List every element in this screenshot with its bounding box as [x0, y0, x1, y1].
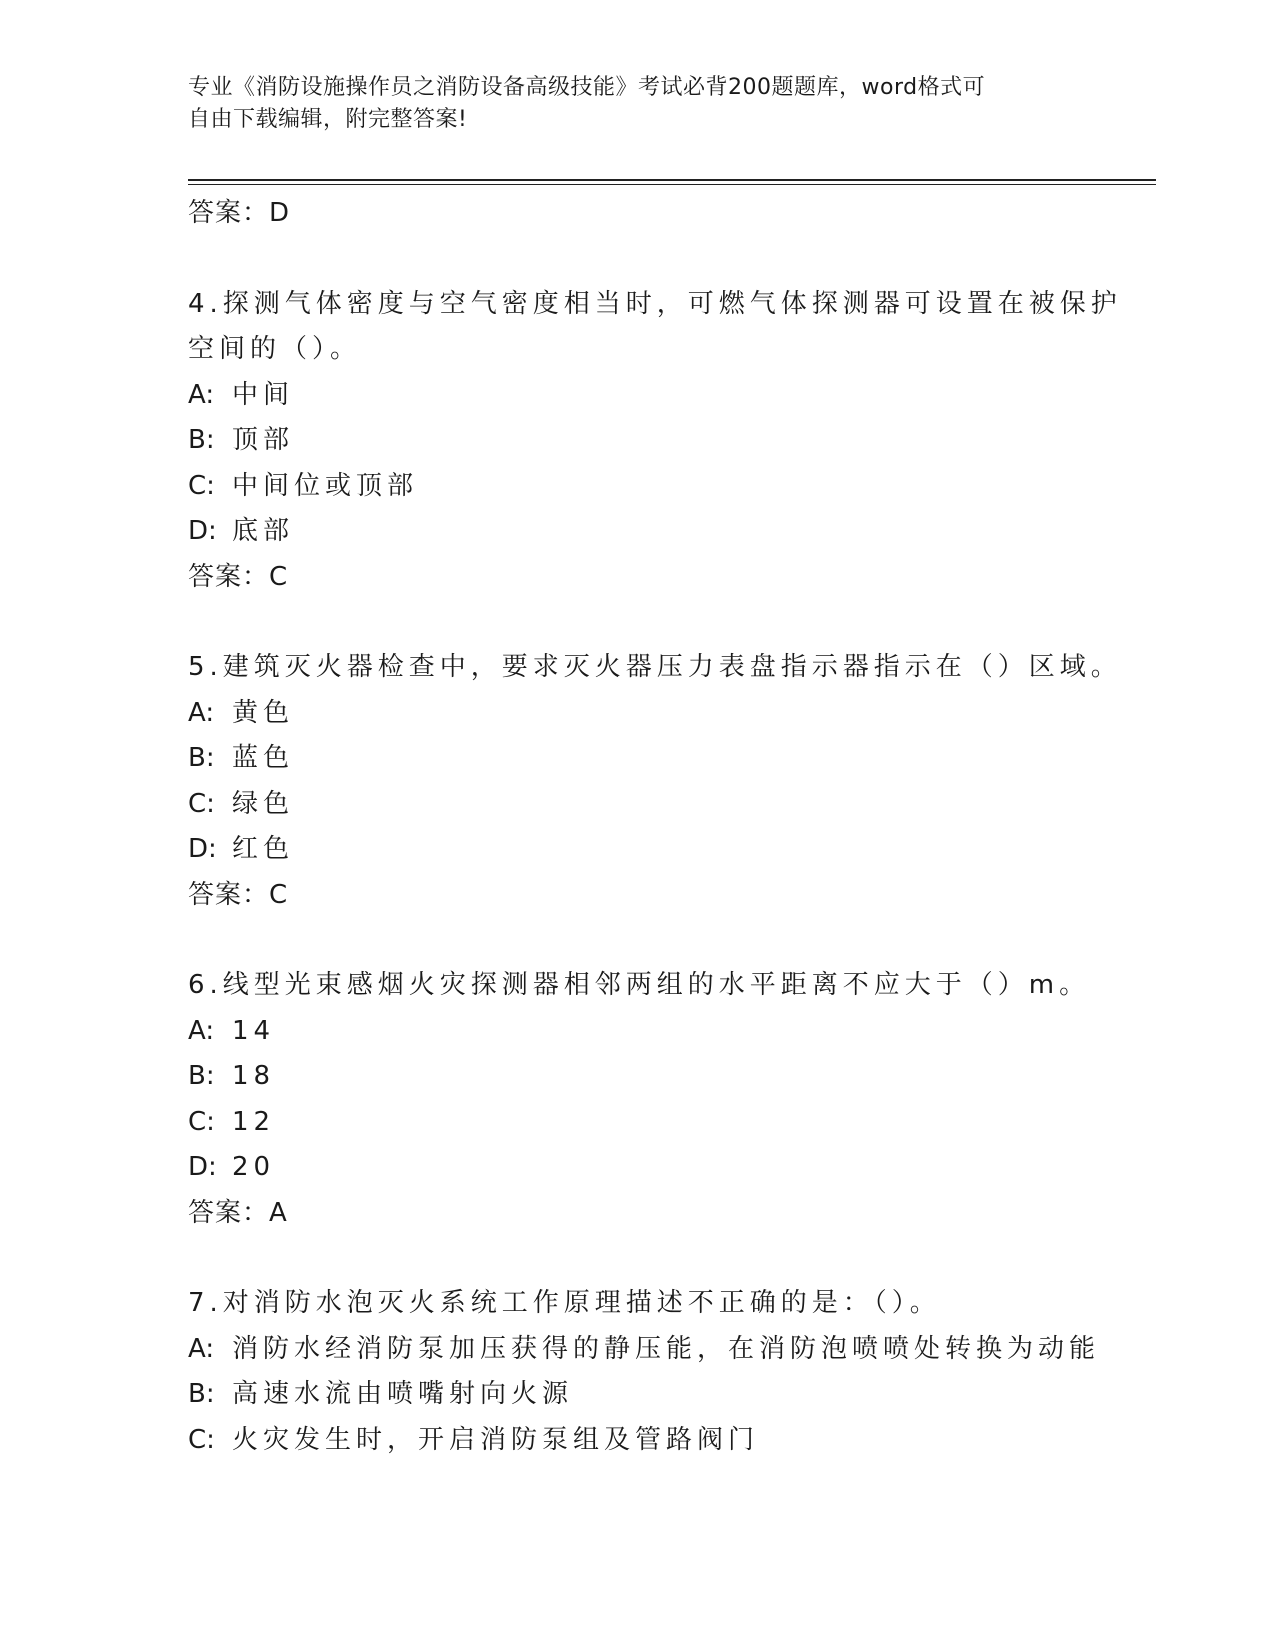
option-text: 蓝色	[232, 743, 295, 773]
question-6-answer: 答案：A	[188, 1197, 288, 1228]
question-6-text-line-1: 6.线型光束感烟火灾探测器相邻两组的水平距离不应大于（）m。	[188, 970, 1091, 1000]
option-b	[188, 1372, 1088, 1418]
header-line-1: 专业《消防设施操作员之消防设备高级技能》考试必背200题题库，word格式可	[188, 75, 986, 100]
option-text: 火灾发生时，开启消防泵组及管路阀门	[232, 1424, 760, 1455]
option-b	[188, 1054, 1088, 1100]
option-a	[188, 691, 1088, 737]
question-7-text-line-1: 7.对消防水泡灭火系统工作原理描述不正确的是：（）。	[188, 1288, 941, 1318]
option-a	[188, 373, 1088, 419]
option-prefix: A:	[188, 697, 215, 728]
question-5-text-line-1: 5.建筑灭火器检查中，要求灭火器压力表盘指示器指示在（）区域。	[188, 652, 1122, 682]
option-prefix: B:	[188, 425, 215, 455]
option-a	[188, 1327, 1101, 1373]
option-a	[188, 1009, 1088, 1055]
option-text: 顶部	[232, 425, 295, 455]
option-c	[188, 1418, 1088, 1464]
header-divider-thin	[188, 184, 1156, 185]
option-text: 绿色	[232, 788, 295, 819]
option-b	[188, 418, 1088, 464]
option-prefix: A:	[188, 1333, 215, 1364]
option-text: 红色	[232, 834, 295, 864]
option-d	[188, 509, 1088, 555]
option-text: 20	[232, 1152, 276, 1182]
document-header	[188, 72, 1078, 136]
question-5-answer: 答案：C	[188, 879, 289, 910]
question-list	[188, 191, 1122, 1463]
option-text: 中间位或顶部	[232, 470, 419, 501]
option-prefix: B:	[188, 1379, 215, 1409]
option-text: 底部	[232, 516, 295, 546]
option-c	[188, 782, 1088, 828]
option-prefix: B:	[188, 1061, 215, 1091]
option-prefix: A:	[188, 1015, 215, 1046]
question-5	[188, 645, 1122, 918]
header-divider-thick	[188, 179, 1156, 181]
option-prefix: C:	[188, 1424, 215, 1455]
option-prefix: D:	[188, 1152, 217, 1182]
option-prefix: B:	[188, 743, 215, 773]
option-prefix: C:	[188, 470, 215, 501]
question-6	[188, 963, 1091, 1236]
question-4-text-line-2: 空间的（）。	[188, 334, 362, 364]
question-4-answer: 答案：C	[188, 561, 289, 592]
answer-prev: 答案：D	[188, 198, 291, 228]
option-c	[188, 464, 1088, 510]
question-4	[188, 282, 1122, 601]
option-c	[188, 1100, 1088, 1146]
option-b	[188, 736, 1088, 782]
option-prefix: C:	[188, 1106, 215, 1137]
option-text: 14	[232, 1015, 276, 1046]
option-prefix: D:	[188, 834, 217, 864]
option-d	[188, 827, 1088, 873]
option-prefix: D:	[188, 516, 217, 546]
option-prefix: C:	[188, 788, 215, 819]
option-text: 黄色	[232, 697, 295, 728]
option-text: 18	[232, 1061, 276, 1091]
option-text: 消防水经消防泵加压获得的静压能，在消防泡喷喷处转换为动能	[232, 1333, 1101, 1364]
question-4-text-line-1: 4.探测气体密度与空气密度相当时，可燃气体探测器可设置在被保护	[188, 288, 1122, 319]
question-7	[188, 1281, 1101, 1463]
option-d	[188, 1145, 1088, 1191]
option-text: 12	[232, 1106, 276, 1137]
option-text: 高速水流由喷嘴射向火源	[232, 1379, 574, 1409]
header-line-2: 自由下载编辑，附完整答案!	[188, 107, 468, 132]
option-prefix: A:	[188, 379, 215, 410]
option-text: 中间	[232, 379, 295, 410]
